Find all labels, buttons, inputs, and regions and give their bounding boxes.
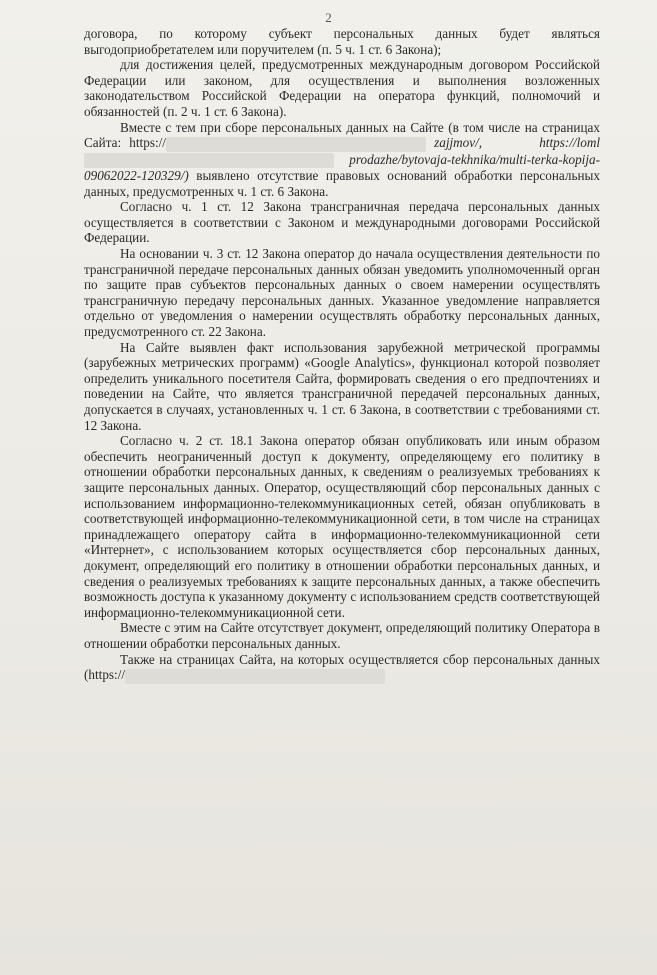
paragraph-9 — [84, 652, 600, 684]
paragraph-7: Согласно ч. 2 ст. 18.1 Закона оператор обязан опубликовать или иным образом обеспечить неограниченный доступ к документу, определяющему его политику в отношении обработки персональных данных, к сведениям о реализуемых требованиях к защите персональных данных. Оператор, осуществляющий сбор персональных данных с использованием информационно-телекоммуникационных сетей, обязан опубликовать в соответствующей информационно-телекоммуникационной сети, в том числе на страницах принадлежащего оператору сайта в информационно-телекоммуникационной сети «Интернет», с использованием которых осуществляется сбор персональных данных, документ, определяющий его политику в отношении обработки персональных данных, и сведения о реализуемых требованиях к защите персональных данных, а также обеспечить возможность доступа к указанному документу с использованием средств соответствующей информационно-телекоммуникационной сети. — [84, 433, 600, 620]
paragraph-9-text: Также на страницах Сайта, на которых осуществляется сбор персональных данных (https:// — [84, 651, 600, 683]
paragraph-5: На основании ч. 3 ст. 12 Закона оператор до начала осуществления деятельности по трансграничной передаче персональных данных обязан уведомить уполномоченный орган по защите прав субъектов персональных данных о своем намерении осуществлять трансграничную передачу персональных данных. Указанное уведомление направляется отдельно от уведомления о намерении осуществлять обработку персональных данных, предусмотренного ст. 22 Закона. — [84, 246, 600, 340]
paragraph-8: Вместе с этим на Сайте отсутствует документ, определяющий политику Оператора в отношении обработки персональных данных. — [84, 620, 600, 651]
redaction-block — [125, 669, 385, 684]
paragraph-3 — [84, 120, 600, 200]
url-fragment-1: zajjmov/, — [434, 135, 483, 151]
paragraph-4: Согласно ч. 1 ст. 12 Закона трансграничная передача персональных данных осуществляется в соответствии с Законом и международными договорами Российской Федерации. — [84, 199, 600, 246]
redaction-block — [166, 137, 426, 152]
paragraph-1: договора, по которому субъект персональных данных будет являться выгодоприобретателем или поручителем (п. 5 ч. 1 ст. 6 Закона); — [84, 26, 600, 57]
url-fragment-2: https://loml — [539, 135, 601, 151]
url-fragment-3: prodazhe/bytovaja-tekhnika/multi-terka-kopija-09062022-120329/) — [84, 151, 600, 184]
paragraph-3-start: Вместе с тем при сборе персональных данных на Сайте (в том числе на страницах Сайта: https:// — [84, 119, 600, 151]
paragraph-6: На Сайте выявлен факт использования зарубежной метрической программы (зарубежных метрических программ) «Google Analytics», функционал которой позволяет определить уникального посетителя Сайта, формировать сведения о его предпочтениях и поведении на Сайте, что является трансграничной передачей персональных данных, допускается в случаях, установленных ч. 1 ст. 6 Закона, в соответствии с требованиями ст. 12 Закона. — [84, 339, 600, 433]
page-number: 2 — [325, 10, 332, 25]
document-body — [84, 26, 600, 684]
redaction-block — [84, 153, 334, 168]
paragraph-3-end: выявлено отсутствие правовых оснований обработки персональных данных, предусмотренных ч. 1 ст. 6 Закона. — [84, 168, 601, 199]
paragraph-2: для достижения целей, предусмотренных международным договором Российской Федерации или законом, для осуществления и выполнения возложенных законодательством Российской Федерации на оператора функций, полномочий и обязанностей (п. 2 ч. 1 ст. 6 Закона). — [84, 57, 600, 119]
